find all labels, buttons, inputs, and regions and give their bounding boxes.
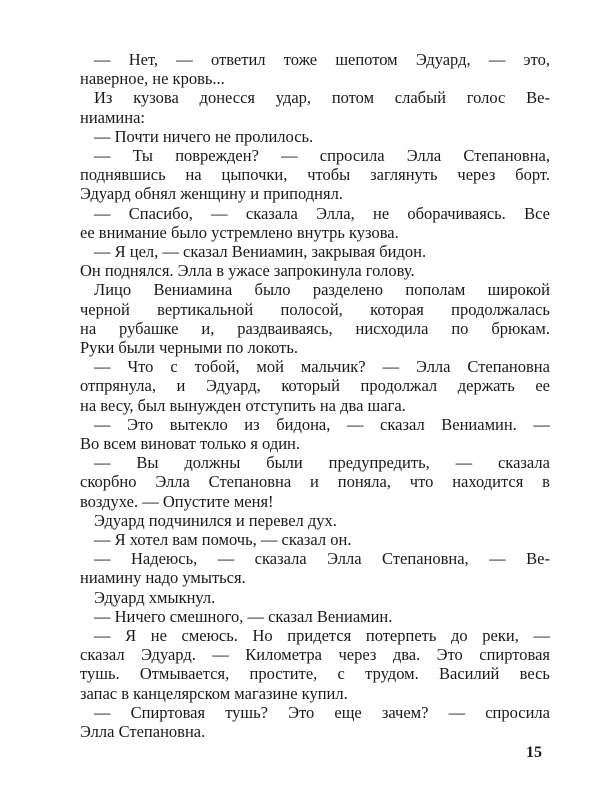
text-line: Эдуард обнял женщину и приподнял. bbox=[80, 184, 343, 204]
text-line: Во всем виноват только я один. bbox=[80, 434, 301, 453]
text-line: черной вертикальной полосой, которая продолжалась bbox=[80, 299, 550, 319]
text-line: — Ты поврежден? — спросила Элла Степановна, bbox=[94, 146, 550, 165]
text-line: — Я не смеюсь. Но придется потерпеть до реки, — bbox=[94, 626, 550, 645]
text-line: — Ничего смешного, — сказал Вениамин. bbox=[94, 606, 393, 626]
text-line: — Спасибо, — сказала Элла, не оборачиваясь. Все bbox=[94, 203, 550, 223]
text-line: ее внимание было устремлено внутрь кузова. bbox=[80, 222, 399, 242]
text-line: ниамина: bbox=[80, 107, 145, 127]
text-line: Из кузова донесся удар, потом слабый голос Ве- bbox=[94, 88, 550, 108]
text-line: Лицо Вениамина было разделено пополам широкой bbox=[94, 280, 550, 300]
text-line: на рубашке и, раздваиваясь, нисходила по брюкам. bbox=[80, 318, 550, 338]
text-line: — Вы должны были предупредить, — сказала bbox=[94, 453, 550, 473]
text-line: — Что с тобой, мой мальчик? — Элла Степановна bbox=[94, 357, 550, 377]
text-line: на весу, был вынужден отступить на два шага. bbox=[80, 395, 406, 415]
text-line: скорбно Элла Степановна и поняла, что находится в bbox=[80, 472, 550, 492]
text-line: Руки были черными по локоть. bbox=[80, 338, 299, 357]
text-line: Эдуард подчинился и перевел дух. bbox=[94, 510, 337, 530]
text-line: — Я хотел вам помочь, — сказал он. bbox=[94, 530, 352, 549]
text-line: ниамину надо умыться. bbox=[80, 568, 246, 588]
text-line: воздухе. — Опустите меня! bbox=[80, 491, 274, 511]
text-line: поднявшись на цыпочки, чтобы заглянуть через борт. bbox=[80, 165, 550, 185]
text-line: — Нет, — ответил тоже шепотом Эдуард, — это, bbox=[94, 50, 550, 69]
text-line: — Почти ничего не пролилось. bbox=[94, 126, 314, 146]
text-line: наверное, не кровь... bbox=[80, 69, 225, 89]
text-line: — Спиртовая тушь? Это еще зачем? — спросила bbox=[94, 702, 550, 722]
text-line: — Надеюсь, — сказала Элла Степановна, — Ве- bbox=[94, 549, 550, 569]
text-line: — Я цел, — сказал Вениамин, закрывая бидон. bbox=[94, 242, 427, 261]
text-line: отпрянула, и Эдуард, который продолжал держать ее bbox=[80, 376, 550, 396]
text-line: — Это вытекло из бидона, — сказал Вениамин. — bbox=[94, 414, 550, 434]
text-line: тушь. Отмывается, простите, с трудом. Василий весь bbox=[80, 664, 550, 684]
text-line: Элла Степановна. bbox=[80, 722, 206, 741]
text-line: сказал Эдуард. — Километра через два. Это спиртовая bbox=[80, 645, 550, 665]
text-line: запас в канцелярском магазине купил. bbox=[80, 683, 348, 703]
text-line: Он поднялся. Элла в ужасе запрокинула голову. bbox=[80, 261, 415, 281]
text-line: Эдуард хмыкнул. bbox=[94, 587, 216, 607]
page-number: 15 bbox=[526, 744, 542, 761]
